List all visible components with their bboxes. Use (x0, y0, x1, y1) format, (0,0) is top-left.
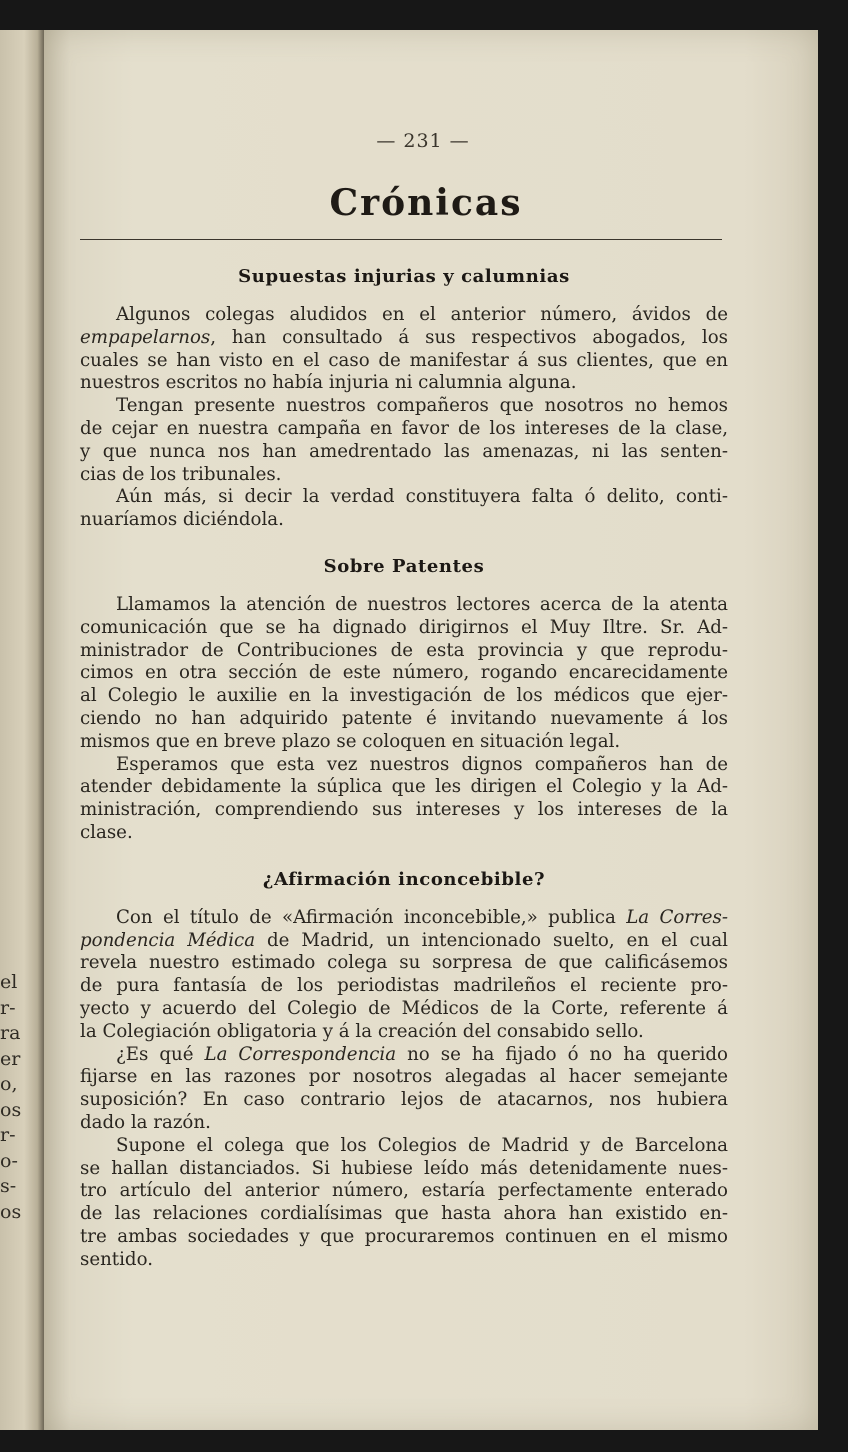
previous-page-margin-text (0, 970, 40, 1225)
text-line: pondencia Médica de Madrid, un intencionado suelto, en el cual (80, 929, 729, 951)
margin-fragment: ra (0, 1022, 21, 1044)
text-line: yecto y acuerdo del Colegio de Médicos de la Corte, referente á (80, 997, 728, 1019)
text-line: ministrador de Contribuciones de esta provincia y que reprodu- (80, 639, 728, 661)
text-line: sentido. (80, 1248, 153, 1270)
text-line: comunicación que se ha dignado dirigirnos el Muy Iltre. Sr. Ad- (80, 616, 728, 638)
page (44, 30, 818, 1430)
margin-fragment: r- (0, 996, 16, 1019)
text-line: clase. (80, 821, 133, 843)
text-line: la Colegiación obligatoria y á la creación del consabido sello. (80, 1020, 644, 1042)
margin-fragment: o, (0, 1073, 18, 1095)
text-line: mismos que en breve plazo se coloquen en situación legal. (80, 730, 621, 752)
text-line: revela nuestro estimado colega su sorpresa de que calificásemos (80, 952, 728, 974)
text-line: Esperamos que esta vez nuestros dignos compañeros han de (116, 753, 728, 775)
text-line: empapelarnos, han consultado á sus respectivos abogados, los (80, 326, 728, 348)
article-heading: Supuestas injurias y calumnias (238, 266, 570, 287)
margin-fragment: er (0, 1047, 21, 1070)
margin-fragment: r- (0, 1124, 16, 1146)
text-line: Aún más, si decir la verdad constituyera falta ó delito, conti- (116, 486, 728, 508)
paragraph (80, 304, 728, 395)
text-line: ciendo no han adquirido patente é invitando nuevamente á los (80, 707, 728, 729)
paragraph (80, 1044, 728, 1135)
section-title: Crónicas (329, 182, 523, 224)
text-line: tro artículo del anterior número, estaría perfectamente enterado (80, 1180, 728, 1202)
text-line: tre ambas sociedades y que procuraremos continuen en el mismo (80, 1225, 728, 1247)
text-line: ¿Es qué La Correspondencia no se ha fijado ó no ha querido (116, 1043, 729, 1065)
text-line: Algunos colegas aludidos en el anterior número, ávidos de (116, 304, 728, 325)
text-line: cuales se han visto en el caso de manifestar á sus clientes, que en (80, 349, 728, 371)
margin-fragment: s- (0, 1175, 17, 1197)
text-line: al Colegio le auxilie en la investigación de los médicos que ejer- (80, 685, 728, 707)
text-line: nuaríamos diciéndola. (80, 509, 284, 531)
page-number: — 231 — (376, 130, 470, 152)
paragraph (80, 395, 728, 486)
text-line: atender debidamente la súplica que les dirigen el Colegio y la Ad- (80, 776, 728, 798)
text-line: nuestros escritos no había injuria ni calumnia alguna. (80, 372, 577, 394)
text-line: Llamamos la atención de nuestros lectores acerca de la atenta (116, 593, 728, 615)
title-rule (80, 239, 722, 240)
articles (80, 258, 728, 1271)
text-line: suposición? En caso contrario lejos de atacarnos, nos hubiera (80, 1089, 728, 1111)
text-line: ministración, comprendiendo sus intereses y los intereses de la (80, 799, 728, 821)
margin-fragment: el (0, 971, 18, 993)
article-heading: Sobre Patentes (323, 555, 485, 577)
margin-fragment: os (0, 1098, 22, 1121)
spacer (80, 532, 728, 548)
text-line: de pura fantasía de los periodistas madrileños el reciente pro- (80, 975, 728, 997)
paragraph (80, 594, 728, 754)
previous-page-edge (0, 30, 44, 1430)
paragraph (80, 754, 728, 845)
margin-fragment: o- (0, 1149, 18, 1172)
text-line: de las relaciones cordialísimas que hasta ahora han existido en- (80, 1203, 728, 1225)
paragraph (80, 1135, 728, 1272)
paragraph (80, 486, 728, 532)
text-line: Tengan presente nuestros compañeros que nosotros no hemos (116, 395, 728, 417)
text-line: dado la razón. (80, 1111, 211, 1133)
text-line: cimos en otra sección de este número, rogando encarecidamente (80, 662, 728, 684)
article-heading: ¿Afirmación inconcebible? (262, 868, 546, 890)
text-line: se hallan distanciados. Si hubiese leído más detenidamente nues- (80, 1157, 728, 1179)
margin-fragment: os (0, 1200, 22, 1223)
text-line: fijarse en las razones por nosotros alegadas al hacer semejante (80, 1066, 728, 1088)
text-line: cias de los tribunales. (80, 463, 282, 485)
paragraph (80, 907, 728, 1044)
text-line: de cejar en nuestra campaña en favor de los intereses de la clase, (80, 417, 728, 439)
text-line: Supone el colega que los Colegios de Madrid y de Barcelona (116, 1134, 728, 1156)
text-line: y que nunca nos han amedrentado las amenazas, ni las senten- (80, 440, 728, 462)
spacer (80, 845, 728, 861)
text-line: Con el título de «Afirmación inconcebible,» publica La Corres- (116, 906, 728, 928)
